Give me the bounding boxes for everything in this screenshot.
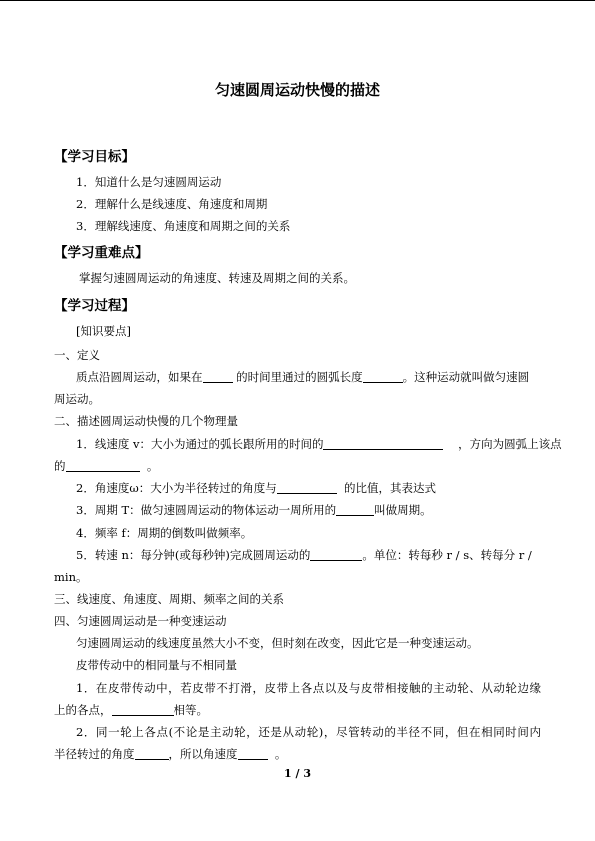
angular-velocity-text: 2．角速度ω：大小为半径转过的角度与 — [76, 481, 277, 495]
angular-velocity-text: 的比值，其表达式 — [344, 481, 437, 495]
belt-item-1-cont — [54, 702, 541, 718]
belt-item-2-cont — [54, 746, 541, 762]
page-title: 匀速圆周运动快慢的描述 — [214, 81, 380, 99]
linear-velocity-text: 1．线速度 v：大小为通过的弧长跟所用的时间的 — [76, 437, 324, 451]
definition-text: 质点沿圆周运动，如果在 — [76, 370, 203, 384]
heading-variable-motion: 四、匀速圆周运动是一种变速运动 — [54, 614, 227, 628]
heading-definition: 一、定义 — [54, 348, 100, 362]
fill-blank[interactable] — [203, 370, 233, 383]
knowledge-label: [知识要点] — [76, 324, 131, 338]
fill-blank[interactable] — [336, 503, 374, 516]
heading-relations: 三、线速度、角速度、周期、频率之间的关系 — [54, 592, 284, 606]
goal-item: 1．知道什么是匀速圆周运动 — [76, 175, 222, 189]
definition-line — [54, 369, 541, 385]
linear-velocity-line — [54, 436, 562, 452]
definition-text: 。这种运动就叫做匀速圆 — [402, 370, 530, 384]
definition-cont: 周运动。 — [54, 392, 100, 406]
variable-motion-text: 匀速圆周运动的线速度虽然大小不变，但时刻在改变，因此它是一种变速运动。 — [76, 636, 479, 650]
period-text: 3．周期 T：做匀速圆周运动的物体运动一周所用的 — [76, 503, 337, 517]
fill-blank[interactable] — [112, 703, 174, 716]
section-heading-process: 【学习过程】 — [54, 298, 135, 314]
belt-text: 半径转过的角度 — [54, 747, 135, 761]
fill-blank[interactable] — [66, 459, 140, 472]
definition-text: 的时间里通过的圆弧长度 — [236, 370, 363, 384]
goal-item: 3．理解线速度、角速度和周期之间的关系 — [76, 219, 291, 233]
section-heading-key-points: 【学习重难点】 — [54, 245, 149, 261]
page-number: 1 / 3 — [284, 767, 311, 780]
top-border-line — [0, 0, 595, 1]
angular-velocity-line — [54, 480, 541, 496]
linear-velocity-text: 。 — [146, 459, 159, 473]
fill-blank[interactable] — [310, 548, 362, 561]
heading-quantities: 二、描述圆周运动快慢的几个物理量 — [54, 414, 238, 428]
fill-blank[interactable] — [135, 747, 169, 760]
speed-text: 5．转速 n：每分钟(或每秒钟)完成圆周运动的 — [76, 548, 311, 562]
fill-blank[interactable] — [323, 437, 443, 450]
belt-text: ，所以角速度 — [168, 747, 238, 761]
linear-velocity-cont — [54, 458, 541, 474]
speed-line — [54, 547, 541, 563]
period-text: 叫做周期。 — [374, 503, 432, 517]
key-points-text: 掌握匀速圆周运动的角速度、转速及周期之间的关系。 — [79, 271, 355, 285]
speed-cont: min。 — [54, 570, 88, 584]
fill-blank[interactable] — [363, 370, 403, 383]
fill-blank[interactable] — [238, 747, 268, 760]
belt-transmission-title: 皮带传动中的相同量与不相同量 — [76, 658, 237, 672]
linear-velocity-text: 的 — [54, 459, 66, 473]
goal-item: 2．理解什么是线速度、角速度和周期 — [76, 197, 268, 211]
belt-item-2: 2．同一轮上各点(不论是主动轮，还是从动轮)，尽管转动的半径不同，但在相同时间内 — [76, 725, 541, 739]
belt-text: 上的各点， — [54, 703, 112, 717]
speed-text: 。单位：转每秒 r / s、转每分 r / — [362, 548, 532, 562]
period-line — [54, 502, 541, 518]
section-heading-goals: 【学习目标】 — [54, 149, 135, 165]
belt-text: 。 — [274, 747, 287, 761]
linear-velocity-text: ，方向为圆弧上该点 — [458, 437, 562, 451]
frequency-line: 4．频率 f：周期的倒数叫做频率。 — [76, 526, 253, 540]
fill-blank[interactable] — [277, 481, 337, 494]
belt-text: 相等。 — [173, 703, 208, 717]
belt-item-1: 1．在皮带传动中，若皮带不打滑，皮带上各点以及与皮带相接触的主动轮、从动轮边缘 — [76, 681, 541, 695]
